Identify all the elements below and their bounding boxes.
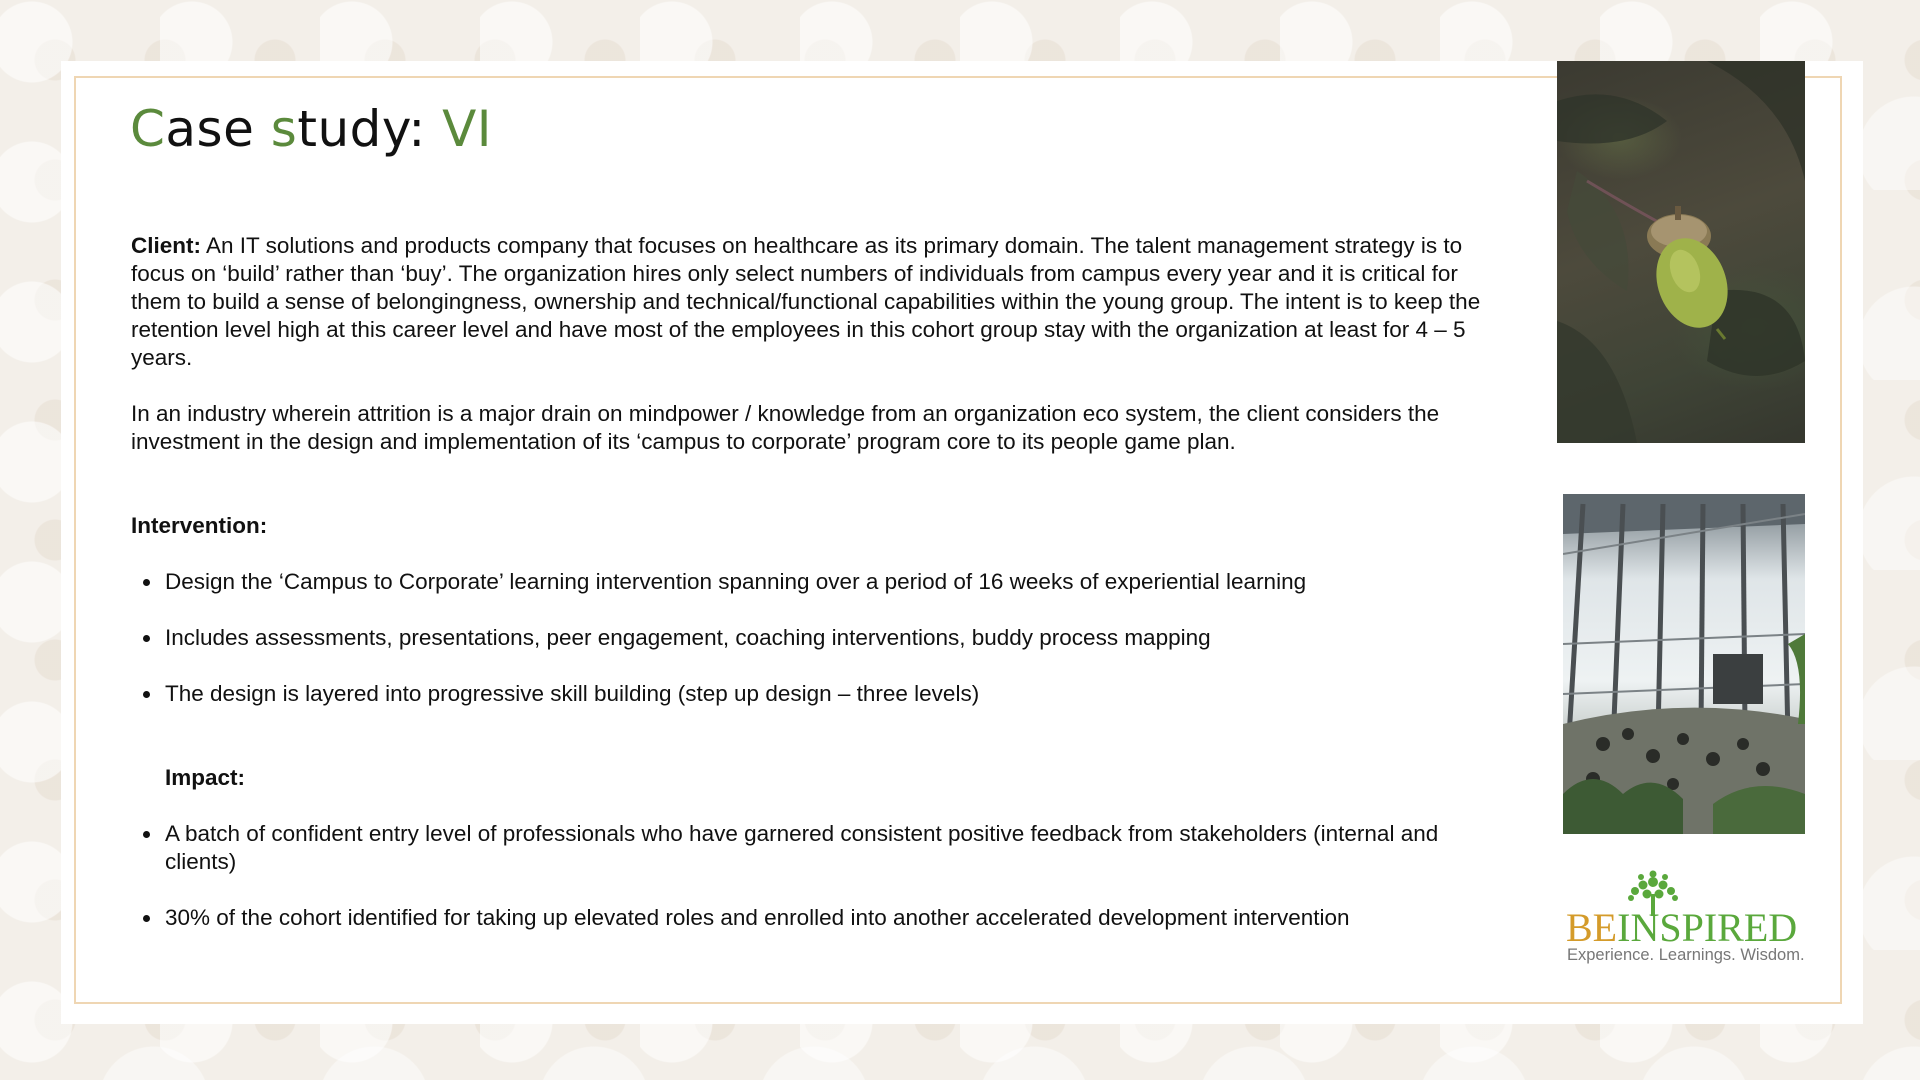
acorn-photo: [1557, 61, 1805, 443]
client-text: An IT solutions and products company that focuses on healthcare as its primary domain. The talent management strategy is to focus on ‘build’ rather than ‘buy’. The organization hires only select numbers of individuals from campus every year and it is critical for them to build a sense of belongingness, ownership and technical/functional capabilities within the young group. The intent is to keep the retention level high at this career level and have most of the employees in this cohort group stay with the organization at least for 4 – 5 years.: [131, 233, 1481, 370]
list-item: A batch of confident entry level of professionals who have garnered consistent positive feedback from stakeholders (internal and clients): [165, 820, 1506, 876]
intervention-list: [131, 568, 1506, 708]
acorn-illustration: [1557, 61, 1805, 443]
logo-tagline: Experience. Learnings. Wisdom.: [1567, 946, 1805, 964]
case-number: VI: [442, 100, 493, 158]
case-study-content: [131, 232, 1506, 932]
intervention-heading: Intervention:: [131, 513, 268, 538]
client-paragraph-2: In an industry wherein attrition is a major drain on mindpower / knowledge from an organization eco system, the client considers the investment in the design and implementation of its ‘campus to corporate’ program core to its people game plan.: [131, 401, 1440, 454]
office-interior-photo: [1563, 494, 1805, 834]
impact-list: [131, 820, 1506, 932]
page-title: Case study: VI: [130, 100, 493, 158]
list-item: Design the ‘Campus to Corporate’ learning intervention spanning over a period of 16 weeks of experiential learning: [165, 568, 1506, 596]
office-illustration: [1563, 494, 1805, 834]
list-item: 30% of the cohort identified for taking up elevated roles and enrolled into another accelerated development intervention: [165, 904, 1506, 932]
impact-heading: Impact:: [165, 765, 246, 790]
logo-wordmark: BEINSPIRED: [1566, 905, 1798, 950]
be-inspired-logo: [1563, 870, 1823, 970]
client-paragraph: [131, 232, 1506, 372]
client-label: Client:: [131, 233, 201, 258]
list-item: Includes assessments, presentations, peer engagement, coaching interventions, buddy process mapping: [165, 624, 1506, 652]
list-item: The design is layered into progressive skill building (step up design – three levels): [165, 680, 1506, 708]
